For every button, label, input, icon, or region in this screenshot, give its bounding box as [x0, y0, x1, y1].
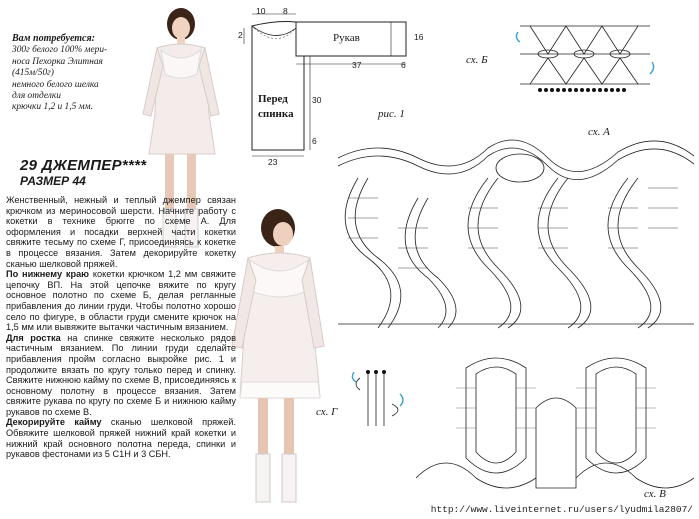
materials-line: для отделки — [12, 91, 61, 102]
sleeve-label: Рукав — [333, 32, 360, 44]
scheme-a-diagram — [338, 138, 694, 338]
paragraph — [6, 333, 236, 418]
materials-line: немного белого шелка — [12, 79, 99, 90]
materials-line: носа Пехорка Элитная — [12, 56, 103, 67]
paragraph — [6, 195, 236, 269]
dim-label: 2 — [238, 30, 243, 40]
dim-label: 30 — [312, 95, 322, 105]
paragraph-lead: Декорируйте кайму — [6, 417, 102, 428]
materials-line: (415м/50г) — [12, 68, 54, 79]
back-label: спинка — [258, 108, 294, 120]
paragraph-text: кокетки крючком 1,2 мм свяжите цепочку ВП. На этой цепочке вяжите по кругу основное полотно по схеме Б, делая регланные прибавления до линии груди. Чтобы полотно хорошо село по фигуре, в области груди смените крючок на 1,5 мм или вывяжите вытачки частичным вязанием. — [6, 269, 236, 333]
scheme-b-label: сх. Б — [466, 54, 488, 66]
model-photo-bottom — [228, 206, 328, 511]
dim-label: 16 — [414, 32, 424, 42]
paragraph-text: на спинке свяжите несколько рядов частичным вязанием. По линии груди сделайте прибавления пройм согласно выкройке рис. 1 и продолжите вязать по кругу только перед и спинку. Свяжите нижнюю кайму по схеме В, присоединяясь к основному полотну в процессе вязания. Затем свяжите рукава по кругу по схеме Б и нижнюю кайму рукавов по схеме В. — [6, 332, 237, 417]
scheme-b-diagram — [510, 12, 660, 102]
materials-list — [12, 33, 144, 114]
size-label: РАЗМЕР 44 — [20, 174, 86, 188]
scheme-v-diagram — [416, 348, 694, 498]
scheme-g-diagram — [348, 364, 412, 432]
scheme-a-label: сх. А — [588, 126, 610, 138]
dim-label: 8 — [283, 6, 288, 16]
dim-label: 6 — [401, 60, 406, 70]
scheme-g-label: сх. Г — [316, 406, 338, 418]
page-title: 29 ДЖЕМПЕР**** — [20, 157, 147, 174]
materials-line: крючки 1,2 и 1,5 мм. — [12, 102, 93, 113]
figure-label: рис. 1 — [378, 108, 405, 120]
front-label: Перед — [258, 93, 288, 105]
paragraph — [6, 417, 236, 459]
dim-label: 6 — [312, 136, 317, 146]
front-back-label — [258, 92, 294, 122]
source-url: http://www.liveinternet.ru/users/lyudmila2807/ — [430, 504, 693, 515]
materials-line: 300г белого 100% мери- — [12, 45, 108, 56]
materials-heading: Вам потребуется: — [12, 33, 95, 44]
paragraph-text: сканью шелковой пряжей. Обвяжите шелковой пряжей нижний край кокетки и нижний край основного полотна переда, спинки и рукавов фестонами из 5 С1Н и 3 СБН. — [6, 417, 236, 460]
dim-label: 23 — [268, 157, 278, 167]
scheme-v-label: сх. В — [644, 488, 666, 500]
paragraph-lead: Для ростка — [6, 332, 61, 343]
paragraph-lead: По нижнему краю — [6, 269, 90, 280]
paragraph — [6, 269, 236, 333]
instructions-text — [6, 195, 236, 460]
dim-label: 37 — [352, 60, 362, 70]
paragraph-text: Женственный, нежный и теплый джемпер связан крючком из мериносовой шерсти. Начните работу с кокетки в технике брюгге по схеме А. Для оформления и посадки верхней части кокетки свяжите тесьму по схеме Г, присоединяясь к кокетке в процессе вязания. Затем декорируйте кокетку сканью шелковой пряжей. — [6, 195, 236, 269]
dim-label: 10 — [256, 6, 266, 16]
